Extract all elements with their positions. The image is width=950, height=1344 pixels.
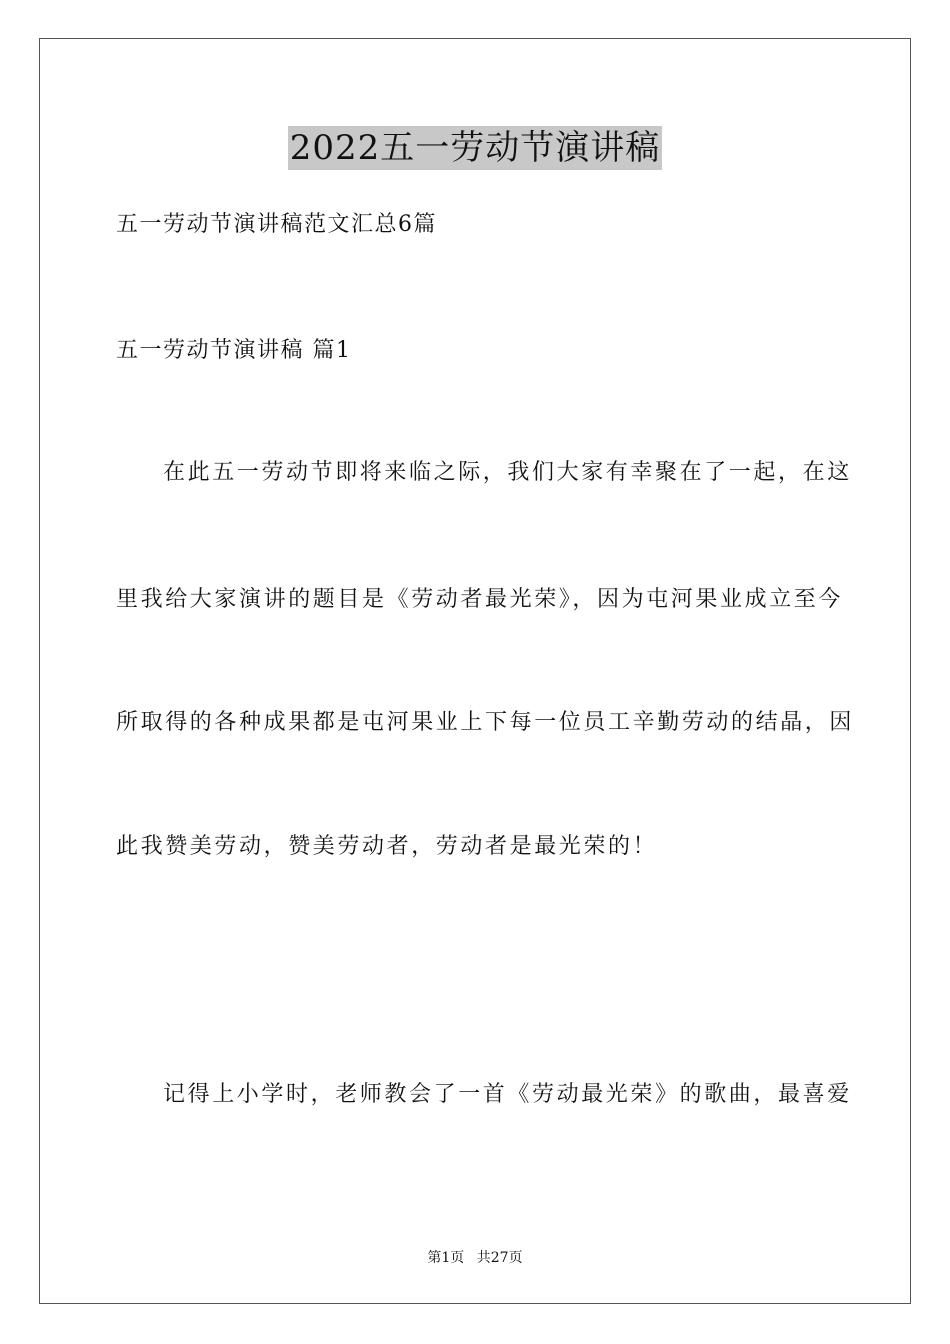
- title-container: [0, 126, 950, 170]
- paragraph-line: 记得上小学时，老师教会了一首《劳动最光荣》的歌曲，最喜爱: [163, 1082, 852, 1107]
- page-footer: [0, 1248, 950, 1268]
- page-number: 第1页: [427, 1250, 465, 1266]
- paragraph-line: 所取得的各种成果都是屯河果业上下每一位员工辛勤劳动的结晶，因: [116, 710, 855, 735]
- page-total: 共27页: [476, 1250, 523, 1266]
- section-heading: 五一劳动节演讲稿 篇1: [116, 338, 352, 363]
- document-title: 2022五一劳动节演讲稿: [289, 128, 661, 168]
- paragraph-line: 在此五一劳动节即将来临之际，我们大家有幸聚在了一起，在这: [163, 460, 852, 485]
- document-subtitle: 五一劳动节演讲稿范文汇总6篇: [116, 212, 437, 237]
- paragraph-line: 此我赞美劳动，赞美劳动者，劳动者是最光荣的！: [116, 834, 658, 859]
- paragraph-line: 里我给大家演讲的题目是《劳动者最光荣》，因为屯河果业成立至今: [116, 587, 844, 612]
